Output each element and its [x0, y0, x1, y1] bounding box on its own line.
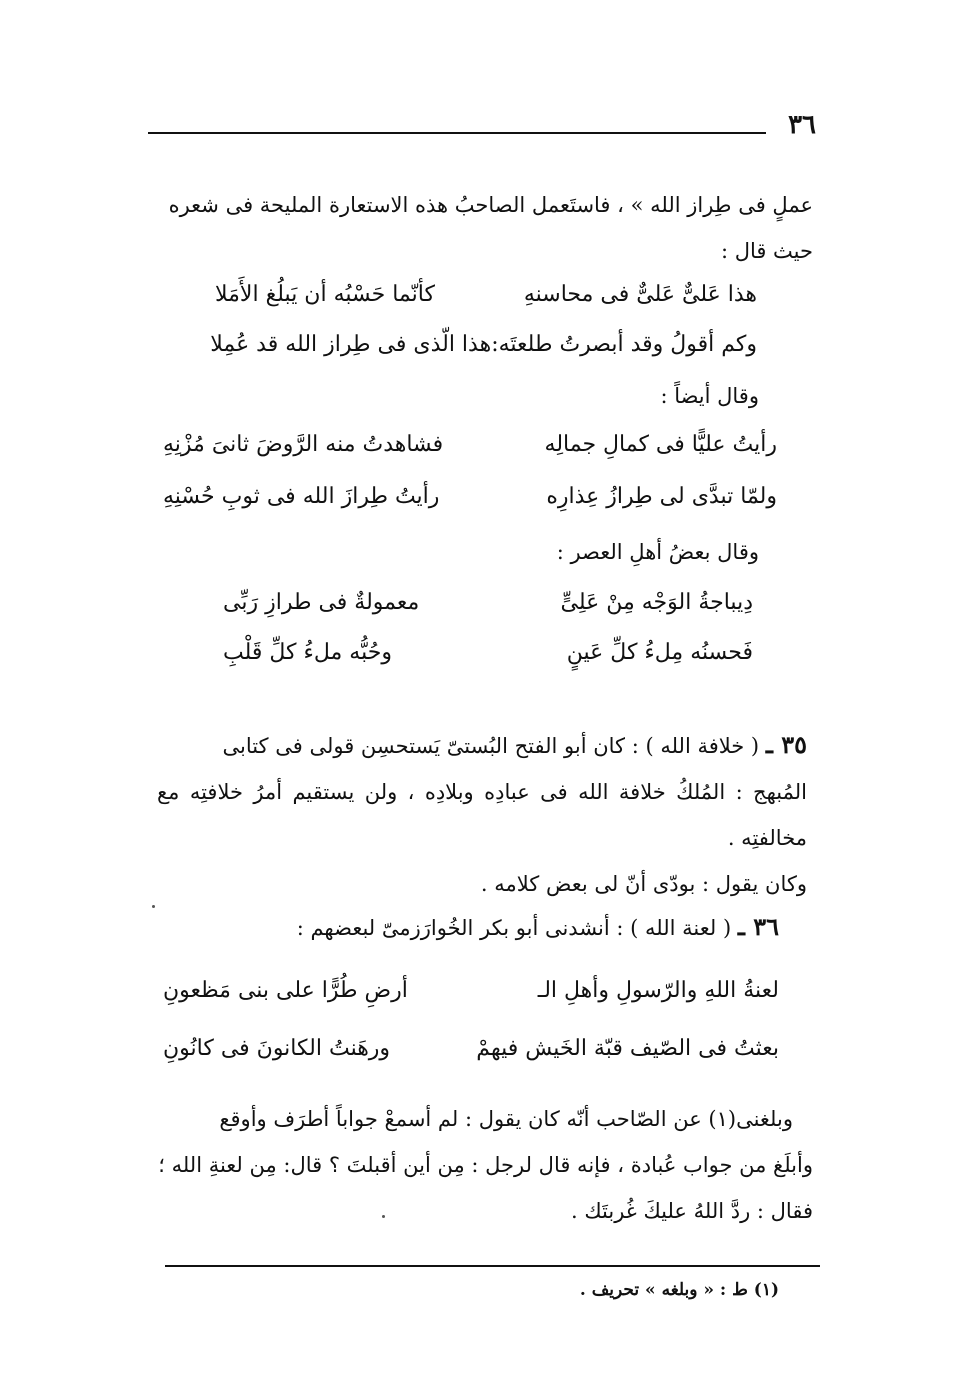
- section-35-line-3: وكان يقول : بودّى أنّ لى بعض كلامه .: [480, 872, 807, 896]
- poem1-verse-1: [215, 282, 757, 307]
- section-35-text: ( خلافة الله ) : كان أبو الفتح البُستىّ يَستحسِن قولى فى كتابى: [222, 734, 760, 758]
- section-36-number: ٣٦ ـ: [737, 912, 779, 941]
- footnote-rule: [165, 1265, 820, 1267]
- hemistich: فشاهدتُ منه الرَّوضَ ثانىَ مُزْنِهِ: [163, 432, 444, 457]
- intro-line-2: حيث قال :: [720, 239, 813, 263]
- poem4-verse-2: [163, 1036, 779, 1061]
- final-paragraph: [157, 1096, 813, 1234]
- intro-paragraph: [157, 182, 813, 274]
- section-35-line-1: [157, 722, 807, 769]
- header-rule: [148, 132, 766, 134]
- hemistich: لعنةُ اللهِ والرّسولِ وأهلِ الـ: [537, 978, 779, 1003]
- some-said-label: وقال بعضُ أهلِ العصر :: [556, 540, 759, 564]
- section-35: [157, 722, 807, 907]
- poem2-verse-1: [163, 432, 777, 457]
- hemistich: بعثتُ فى الصّيف قبّة الخَيش فيهمْ: [476, 1036, 779, 1061]
- print-speck: [382, 1215, 385, 1218]
- hemistich: ولمّا تبدَّى لى طِرازُ عِذارِه: [546, 484, 777, 509]
- hemistich: وكم أقولُ وقد أبصرتُ طلعتَه:: [491, 332, 757, 357]
- poem2-verse-2: [163, 484, 777, 509]
- final-line-1: وبلغنى(١) عن الصّاحب أنّه كان يقول : لم أسمعْ جواباً أطرَف وأوقع: [219, 1107, 793, 1131]
- final-line-2: وأبلَغ من جواب عُبادة ، فإنه قال لرجل : مِن أين أقبلتَ ؟ قال: مِن لعنةِ الله ؛: [158, 1153, 813, 1177]
- hemistich: هذا الّذى فى طِراز الله قد عُمِلا: [210, 332, 492, 357]
- poem1-verse-2: [210, 332, 757, 357]
- hemistich: وحُبُّه ملءُ كلِّ قَلْبِ: [223, 640, 392, 665]
- hemistich: رأيتُ طِرازَ الله فى ثوبِ حُسْنِهِ: [163, 484, 440, 509]
- hemistich: فَحسنُه مِلءُ كلِّ عَينٍ: [566, 640, 753, 665]
- hemistich: معمولةٌ فى طرازِ رَبِّى: [223, 590, 420, 615]
- section-36-text: ( لعنة الله ) : أنشدنى أبو بكر الخُوارَزمىّ لبعضهم :: [296, 916, 732, 940]
- section-35-number: ٣٥ ـ: [765, 730, 807, 759]
- section-35-line-2: المُبهج : المُلكُ خلافة الله فى عبادِه وبلادِه ، ولن يستقيم أمرُ خلافتِه مع مخالفتِه .: [157, 780, 807, 850]
- print-speck: [152, 905, 155, 908]
- hemistich: أرضِ طُرًّا على بنى مَظعونِ: [163, 978, 408, 1003]
- also-said-label: وقال أيضاً :: [660, 384, 759, 408]
- intro-line-1: عملٍ فى طِراز الله » ، فاستَعمل الصاحبُ هذه الاستعارة المليحة فى شعره: [168, 193, 813, 217]
- page-header: [148, 108, 816, 148]
- poem4-verse-1: [163, 978, 779, 1003]
- hemistich: ورهَنتُ الكانونَ فى كانُونِ: [163, 1036, 391, 1061]
- footnote: (١) ط : « وبلغه » تحريف .: [579, 1280, 779, 1300]
- section-36-heading: [297, 912, 779, 941]
- poem3-verse-2: [223, 640, 753, 665]
- page-number: ٣٦: [788, 110, 816, 140]
- hemistich: رأيتُ عليًّا فى كمالِ جمالِه: [544, 432, 777, 457]
- hemistich: كأنّما حَسْبُه أن يَبلُغ الأَمَلا: [215, 282, 435, 307]
- poem3-verse-1: [223, 590, 753, 615]
- hemistich: هذا عَلىٌّ عَلىٌّ فى محاسنهِ: [523, 282, 757, 307]
- final-line-3: فقال : ردَّ اللهُ عليكَ غُربتَك .: [570, 1199, 813, 1223]
- hemistich: دِيباجةُ الوَجْه مِنْ عَلِىٍّ: [560, 590, 753, 615]
